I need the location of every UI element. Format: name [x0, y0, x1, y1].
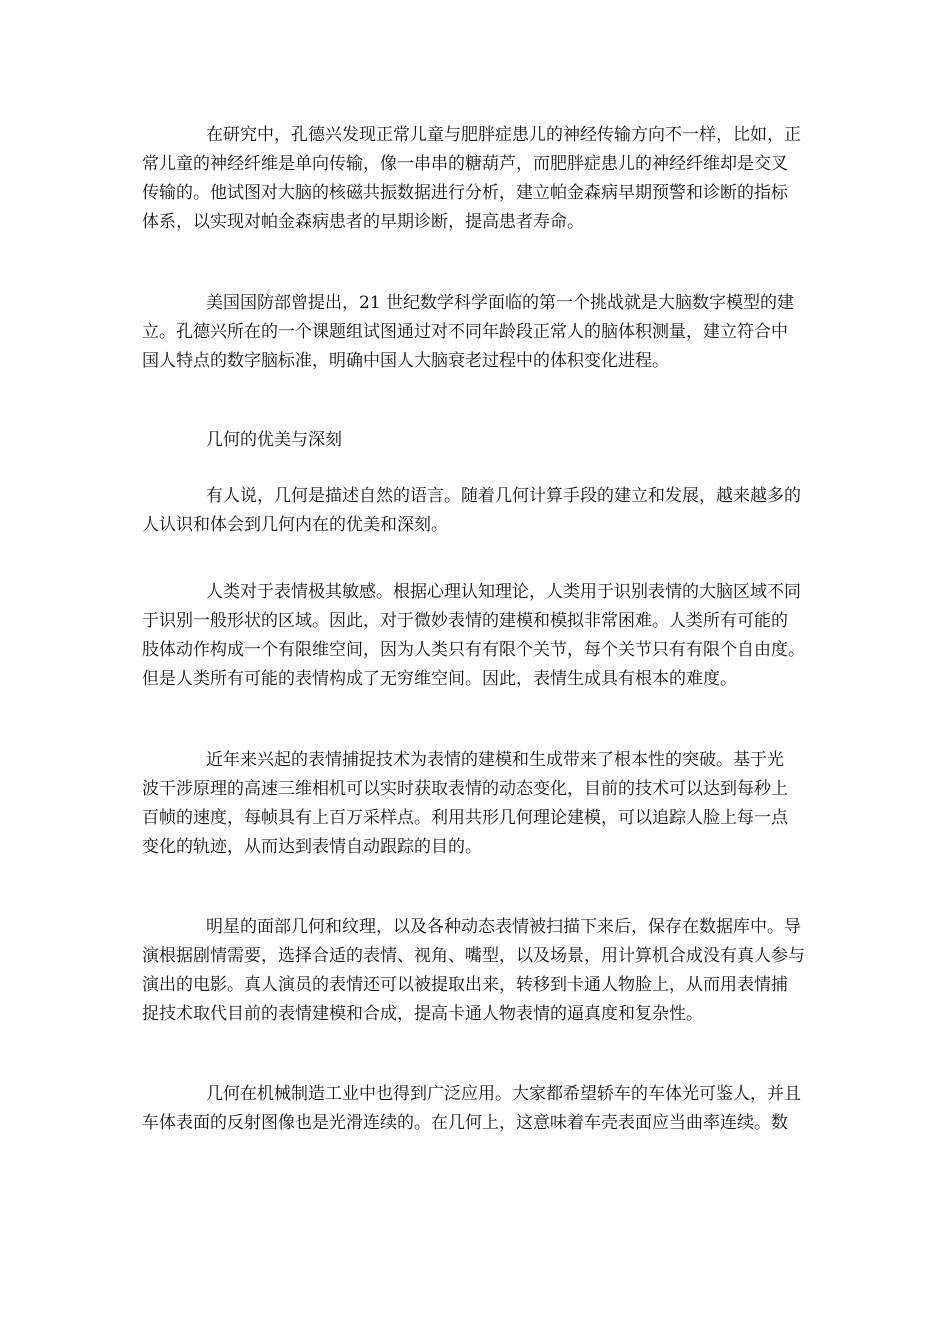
paragraph-mechanical-manufacturing [142, 1080, 812, 1138]
section-heading-text: 几何的优美与深刻 [206, 430, 342, 450]
paragraph-facial-expression [142, 578, 812, 694]
paragraph-brain-research [142, 121, 812, 237]
text-line: 体系，以实现对帕金森病患者的早期诊断，提高患者寿命。 [142, 212, 584, 232]
text-line: 近年来兴起的表情捕捉技术为表情的建模和生成带来了根本性的突破。基于光 [206, 750, 784, 770]
text-line: 演根据剧情需要，选择合适的表情、视角、嘴型，以及场景，用计算机合成没有真人参与 [142, 946, 805, 966]
text-line: 肢体动作构成一个有限维空间，因为人类只有有限个关节，每个关节只有有限个自由度。 [142, 640, 805, 660]
text-line: 有人说，几何是描述自然的语言。随着几何计算手段的建立和发展，越来越多的 [206, 486, 801, 506]
text-line: 车体表面的反射图像也是光滑连续的。在几何上，这意味着车壳表面应当曲率连续。数 [142, 1113, 788, 1133]
paragraph-digital-brain [142, 289, 812, 376]
text-line: 但是人类所有可能的表情构成了无穷维空间。因此，表情生成具有根本的难度。 [142, 669, 737, 689]
text-line: 人认识和体会到几何内在的优美和深刻。 [142, 515, 448, 535]
text-line: 美国国防部曾提出，21 世纪数学科学面临的第一个挑战就是大脑数字模型的建 [206, 293, 795, 313]
text-line: 立。孔德兴所在的一个课题组试图通过对不同年龄段正常人的脑体积测量，建立符合中 [142, 322, 788, 342]
text-line: 演出的电影。真人演员的表情还可以被提取出来，转移到卡通人物脸上，从而用表情捕 [142, 975, 788, 995]
text-line: 波干涉原理的高速三维相机可以实时获取表情的动态变化，目前的技术可以达到每秒上 [142, 779, 788, 799]
text-line: 几何在机械制造工业中也得到广泛应用。大家都希望轿车的车体光可鉴人，并且 [206, 1084, 801, 1104]
text-line: 在研究中，孔德兴发现正常儿童与肥胖症患儿的神经传输方向不一样，比如，正 [206, 125, 801, 145]
section-heading [142, 426, 812, 455]
text-line: 变化的轨迹，从而达到表情自动跟踪的目的。 [142, 837, 482, 857]
text-line: 常儿童的神经纤维是单向传输，像一串串的糖葫芦，而肥胖症患儿的神经纤维却是交叉 [142, 154, 788, 174]
text-line: 传输的。他试图对大脑的核磁共振数据进行分析，建立帕金森病早期预警和诊断的指标 [142, 183, 788, 203]
paragraph-film-synthesis [142, 913, 812, 1029]
text-line: 人类对于表情极其敏感。根据心理认知理论，人类用于识别表情的大脑区域不同 [206, 582, 801, 602]
text-line: 明星的面部几何和纹理，以及各种动态表情被扫描下来后，保存在数据库中。导 [206, 917, 801, 937]
paragraph-geometry-language [142, 482, 812, 540]
paragraph-expression-capture [142, 746, 812, 862]
text-line: 捉技术取代目前的表情建模和合成，提高卡通人物表情的逼真度和复杂性。 [142, 1004, 703, 1024]
text-line: 百帧的速度，每帧具有上百万采样点。利用共形几何理论建模，可以追踪人脸上每一点 [142, 808, 788, 828]
text-line: 于识别一般形状的区域。因此，对于微妙表情的建模和模拟非常困难。人类所有可能的 [142, 611, 788, 631]
text-line: 国人特点的数字脑标准，明确中国人大脑衰老过程中的体积变化进程。 [142, 351, 669, 371]
